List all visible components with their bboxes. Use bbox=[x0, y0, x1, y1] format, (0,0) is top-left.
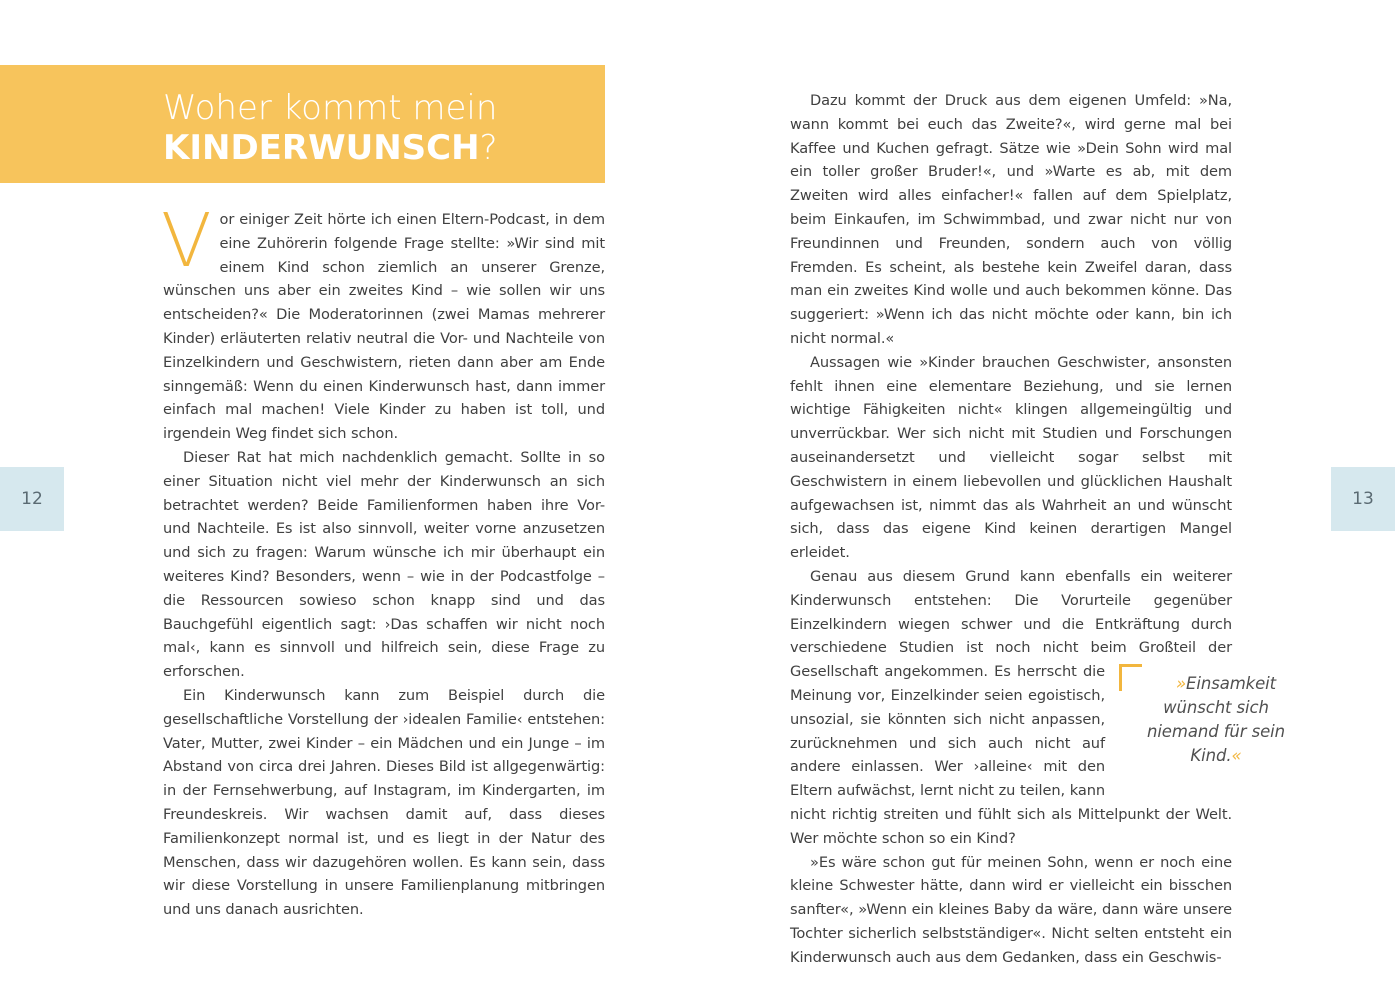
chapter-title-line2 bbox=[163, 128, 498, 168]
paragraph: Dieser Rat hat mich nachdenklich gemacht. Sollte in so einer Situation nicht viel mehr der Kinderwunsch an sich betrachtet werden? Beide Familienformen haben ihre Vor- und Nachteile. Es ist also sinnvoll, weiter vorne anzusetzen und sich zu fragen: Warum wünsche ich mir überhaupt ein weiteres Kind? Besonders, wenn – wie in der Podcastfolge – die Ressourcen sowieso schon knapp sind und das Bauchgefühl eigentlich sagt: ›Das schaffen wir nicht noch mal‹, kann es sinnvoll und hilfreich sein, diese Frage zu erforschen. bbox=[163, 448, 605, 681]
pull-quote-open-mark: » bbox=[1175, 674, 1187, 694]
paragraph bbox=[161, 198, 605, 446]
paragraph: »Es wäre schon gut für meinen Sohn, wenn er noch eine kleine Schwester hätte, dann wird er vielleicht ein bisschen sanfter«, »Wenn ein kleines Baby da wäre, dann wäre unsere Tochter sicherlich selbstständiger«. Nicht selten entsteht ein Kinderwunsch auch aus dem Gedanken, dass ein Geschwis- bbox=[790, 853, 1232, 966]
paragraph-text-lead: Genau aus diesem Grund kann ebenfalls ein weiterer Kinderwunsch entstehen: Die Vorurteile gegenüber Einzelkindern wiegen schwer und die Entkräftung durch verschiedene Studien ist noch nicht beim Großteil der Gesellschaft angekommen. bbox=[790, 567, 1232, 681]
pull-quote-box bbox=[1119, 662, 1314, 782]
chapter-title-line1: Woher kommt mein bbox=[163, 88, 498, 128]
right-body-text bbox=[790, 89, 1286, 969]
paragraph: Aussagen wie »Kinder brauchen Geschwister, ansonsten fehlt ihnen eine elementare Beziehung, und sie lernen wichtige Fähigkeiten nicht« klingen allgemeingültig und unverrückbar. Wer sich nicht mit Studien und Forschungen auseinandersetzt und vielleicht sogar selbst mit Geschwistern in einem liebevollen und glücklichen Haushalt aufgewachsen ist, nimmt das als Wahrheit an und wünscht sich, dass das eigene Kind keinen derartigen Mangel erleidet. bbox=[790, 353, 1232, 562]
paragraph: Dazu kommt der Druck aus dem eigenen Umfeld: »Na, wann kommt bei euch das Zweite?«, wird gerne mal bei Kaffee und Kuchen gefragt. Sätze wie »Dein Sohn wird mal ein toller großer Bruder!«, und »Warte es ab, mit dem Zweiten wird alles einfacher!« fallen auf dem Spielplatz, beim Einkaufen, im Schwimmbad, und zwar nicht nur von Freundinnen und Freunden, sondern auch von völlig Fremden. Es scheint, als bestehe kein Zweifel daran, dass man ein zweites Kind wolle und auch bekommen könne. Das suggeriert: »Wenn ich das nicht möchte oder kann, bin ich nicht normal.« bbox=[790, 92, 1232, 347]
chapter-title-keyword: KINDERWUNSCH bbox=[163, 128, 480, 168]
paragraph: Ein Kinderwunsch kann zum Beispiel durch die gesellschaftliche Vorstellung der ›idealen Familie‹ entstehen: Vater, Mutter, zwei Kinder – ein Mädchen und ein Junge – im Abstand von circa drei Jahren. Dieses Bild ist allgegenwärtig: in der Fernsehwerbung, auf Instagram, im Kindergarten, im Freundeskreis. Wir wachsen damit auf, dass dieses Familienkonzept normal ist, und es liegt in der Natur des Menschen, dass wir dazugehören wollen. Es kann sein, dass wir diese Vorstellung in unsere Familienplanung mitbringen und uns danach ausrichten. bbox=[163, 686, 605, 919]
page-number-left: 12 bbox=[0, 467, 64, 531]
page-number-right: 13 bbox=[1331, 467, 1395, 531]
paragraph-text-rest: Es herrscht die Meinung vor, Einzelkinder seien egoistisch, unsozial, sie könnten sich nicht anpassen, zurücknehmen und sich auch nicht auf andere einlassen. Wer ›alleine‹ mit den Eltern aufwächst, lernt nicht zu teilen, kann nicht richtig streiten und fühlt sich als Mittelpunkt der Welt. Wer möchte schon so ein Kind? bbox=[790, 663, 1232, 847]
left-body-text bbox=[161, 198, 605, 922]
paragraph-text: or einiger Zeit hörte ich einen Eltern-Podcast, in dem eine Zuhörerin folgende Frage stellte: »Wir sind mit einem Kind schon ziemlich an unserer Grenze, wünschen uns aber ein zweites Kind – wie sollen wir uns entscheiden?« Die Moderatorinnen (zwei Mamas mehrerer Kinder) erläuterten relativ neutral die Vor- und Nachteile von Einzelkindern und Geschwistern, rieten dann aber am Ende sinngemäß: Wenn du einen Kinderwunsch hast, dann immer einfach mal machen! Viele Kinder zu haben ist toll, und irgendein Weg findet sich schon. bbox=[163, 211, 605, 443]
pull-quote-text: Einsamkeit wünscht sich niemand für sein Kind. bbox=[1146, 674, 1286, 766]
chapter-title-question-mark: ? bbox=[479, 128, 498, 168]
pull-quote-close-mark: « bbox=[1231, 746, 1242, 766]
drop-cap: V bbox=[161, 198, 212, 284]
pull-quote bbox=[1131, 672, 1301, 768]
paragraph bbox=[790, 565, 1286, 851]
